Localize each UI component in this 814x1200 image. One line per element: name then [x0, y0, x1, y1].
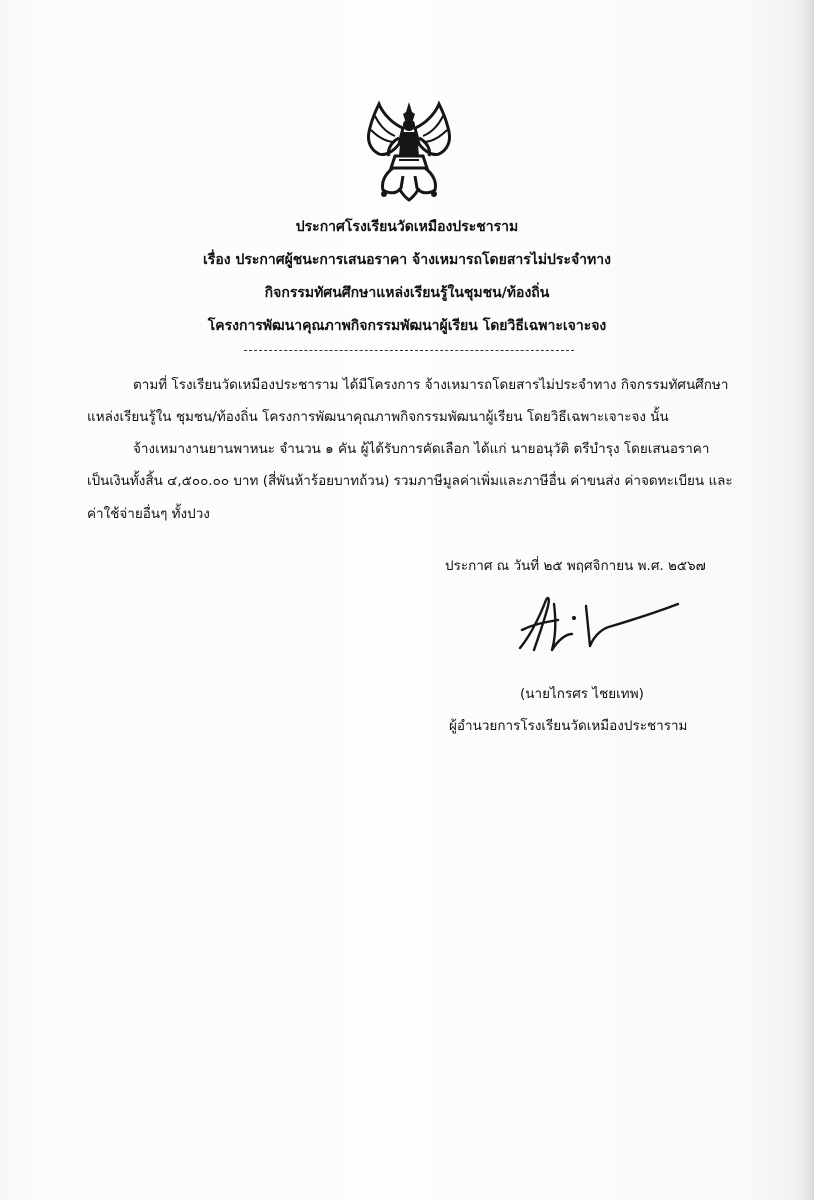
body-paragraph-1-line-2: แหล่งเรียนรู้ใน ชุมชน/ท้องถิ่น โครงการพัฒนาคุณภาพกิจกรรมพัฒนาผู้เรียน โดยวิธีเฉพาะเจาะจง นั้น [87, 409, 669, 425]
signatory-title: ผู้อำนวยการโรงเรียนวัดเหมืองประชาราม [449, 718, 688, 734]
body-paragraph-1-line-1: ตามที่ โรงเรียนวัดเหมืองประชาราม ได้มีโครงการ จ้างเหมารถโดยสารไม่ประจำทาง กิจกรรมทัศนศึกษา [133, 377, 729, 393]
scan-edge-shadow [798, 0, 814, 1200]
garuda-emblem-icon [358, 98, 460, 206]
announcement-heading: ประกาศโรงเรียนวัดเหมืองประชาราม [295, 219, 519, 235]
heading-divider [244, 350, 574, 351]
announcement-project: โครงการพัฒนาคุณภาพกิจกรรมพัฒนาผู้เรียน โดยวิธีเฉพาะเจาะจง [207, 318, 607, 334]
announcement-activity: กิจกรรมทัศนศึกษาแหล่งเรียนรู้ในชุมชน/ท้องถิ่น [264, 285, 550, 301]
signatory-name: (นายไกรศร ไชยเทพ) [520, 686, 644, 702]
announcement-date: ประกาศ ณ วันที่ ๒๕ พฤศจิกายน พ.ศ. ๒๕๖๗ [445, 558, 706, 574]
announcement-subject: เรื่อง ประกาศผู้ชนะการเสนอราคา จ้างเหมารถโดยสารไม่ประจำทาง [203, 252, 611, 268]
body-paragraph-2-line-3: ค่าใช้จ่ายอื่นๆ ทั้งปวง [87, 506, 210, 522]
body-paragraph-2-line-2: เป็นเงินทั้งสิ้น ๔,๕๐๐.๐๐ บาท (สี่พันห้าร้อยบาทถ้วน) รวมภาษีมูลค่าเพิ่มและภาษีอื่น ค่าขนส่ง ค่าจดทะเบียน และ [87, 473, 733, 489]
body-paragraph-2-line-1: จ้างเหมางานยานพาหนะ จำนวน ๑ คัน ผู้ได้รับการคัดเลือก ได้แก่ นายอนุวัติ ตรีบำรุง โดยเสนอราคา [133, 441, 710, 457]
signature-image [512, 590, 682, 660]
